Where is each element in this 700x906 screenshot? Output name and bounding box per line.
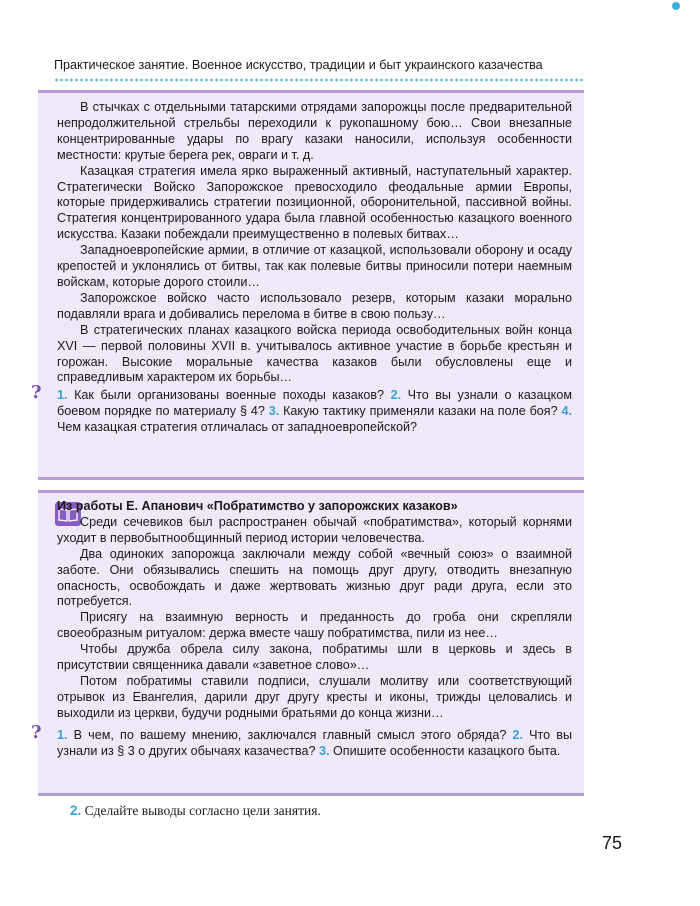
paragraph: Западноевропейские армии, в отличие от казацкой, использовали оборону и осаду крепостей и уклонялись от битвы, так как полевые битвы приносили потери наемным войскам, которые дорого стоили… [57,243,572,289]
paragraph: Среди сечевиков был распространен обычай «побратимства», который корнями уходит в первобытнообщинный период истории человечества. [57,514,572,545]
task-number: 2. [70,803,82,818]
box-top-border [38,90,584,93]
paragraph: В стратегических планах казацкого войска периода освободительных войн конца XVI — первой половины XVII в. учитывалось активное участие в борьбе крестьян и горожан. Высокие моральные качества казаков были обусловлены еще и справедливым характером их борьбы… [57,322,572,385]
source-text-strategy [31,100,573,436]
question-text: Какую тактику применяли казаки на поле боя? [283,404,558,419]
paragraph: Два одиноких запорожца заключали между собой «вечный союз» о взаимной заботе. Они обязывались спешить на помощь друг другу, отводить внезапную опасность, освобождать и даже жертвовать жизнью друг ради друга, если это потребуется. [57,546,572,609]
questions-block [19,721,573,760]
questions-block [19,382,573,436]
paragraph: Казацкая стратегия имела ярко выраженный активный, наступательный характер. Стратегически Войско Запорожское превосходило феодальные армии Европы, которые придерживались стратегии позиционной, оборонительной, пассивной войны. Стратегия концентрированного удара была главной особенностью казацкого военного искусства. Казаки побеждали преимущественно в полевых битвах… [57,163,572,242]
question-number: 3. [318,743,330,758]
paragraph: Присягу на взаимную верность и преданность до гроба они скрепляли своеобразным ритуалом: держа вместе чашу побратимства, пили из нее… [57,610,572,641]
question-text: Опишите особенности казацкого быта. [332,743,561,758]
question-number: 1. [57,388,68,403]
question-number: 2. [390,388,402,403]
question-icon: ? [31,382,42,404]
box-top-border [38,490,584,493]
page-number: 75 [602,833,623,853]
task-text: Сделайте выводы согласно цели занятия. [84,803,321,818]
question-text: Что вы узнали из § 3 о других обычаях казачества? [57,727,573,758]
question-text: Как были организованы военные походы казаков? [74,388,385,403]
question-text: В чем, по вашему мнению, заключался главный смысл этого обряда? [73,727,507,742]
page-header: Практическое занятие. Военное искусство, традиции и быт украинского казачества [54,58,543,72]
question-text: Что вы узнали о казацком боевом порядке по материалу § 4? [57,388,572,419]
box-bottom-border [38,477,584,480]
question-number: 3. [268,404,280,419]
question-text: Чем казацкая стратегия отличалась от западноевропейской? [57,420,418,435]
question-number: 2. [512,727,523,742]
header-divider [54,78,584,82]
question-icon: ? [31,721,42,743]
source-title: Из работы Е. Апанович «Побратимство у запорожских казаков» [57,499,458,513]
question-number: 4. [561,404,573,419]
task-line [70,802,321,820]
source-text-brotherhood [31,499,573,760]
logo-icon [672,2,696,10]
paragraph: Потом побратимы ставили подписи, слушали молитву или соответствующий отрывок из Евангелия, дарили друг другу кресты и иконы, трижды целовались и выходили из церкви, будучи родными братьями до конца жизни… [57,673,572,720]
paragraph: Чтобы дружба обрела силу закона, побратимы шли в церковь и здесь в присутствии священника давали «заветное слово»… [57,642,572,673]
box-bottom-border [38,793,584,796]
paragraph: Запорожское войско часто использовало резерв, которым казаки морально подавляли врага и добивались перелома в битве в свою пользу… [57,290,572,321]
question-number: 1. [57,727,68,742]
paragraph: В стычках с отдельными татарскими отрядами запорожцы после предварительной непродолжительной стрельбы переходили к рукопашному бою… Свои внезапные концентрированные удары по врагу казаки наносили, используя особенности местности: крутые берега рек, овраги и т. д. [57,100,572,162]
